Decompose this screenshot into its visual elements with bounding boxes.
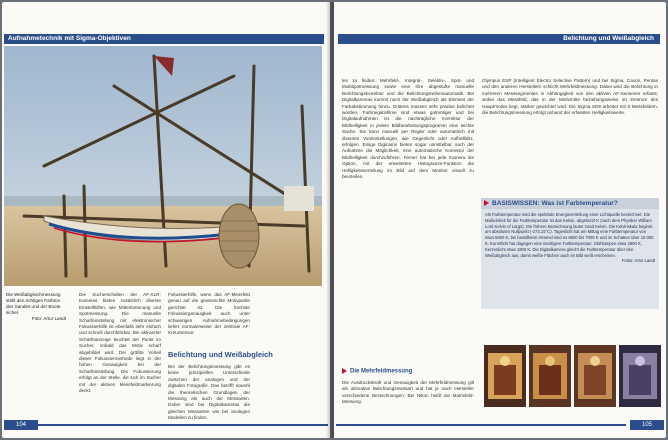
box-credit: Fotos: Artur Landt (621, 258, 655, 264)
page-number-left: 104 (4, 420, 38, 430)
right-column-1b: Die Ausdruckskraft und Genauigkeit der Mehrfeldmessung gilt als ultimative Belichtungsmessart und hat je nach Hersteller verschiedene Bezeichnungen: Bei Nikon heißt sie Matrixfeld-Messung. (342, 380, 474, 405)
left-page (2, 2, 330, 438)
right-page (334, 2, 666, 438)
page-number-right: 105 (630, 420, 664, 430)
boat-photo (4, 46, 322, 286)
triangle-bullet-icon (484, 200, 489, 206)
info-box-title: BASISWISSEN: Was ist Farbtemperatur? (481, 198, 659, 209)
footer-rule (38, 424, 328, 426)
left-column-2b: Bei der Belichtungsmessung gibt es keine prinzipiellen Unterschiede zwischen der analogen und der digitalen Fotografie. Das betrifft sowohl die theoretischen Grundlagen der Messung als auch die Messarten. Daher sind bei Digitalkameras die gleichen Messarten wie bei analogen Modellen zu finden. (168, 364, 250, 421)
temple-photo (574, 345, 616, 407)
right-running-header: Belichtung und Weißabgleich (338, 34, 660, 44)
color-temperature-photos (484, 345, 660, 407)
right-column-1: les zu finden: Mehrfeld-, Integral-, Selektiv-, Spot- und Multispotmessung sowie eine Ihre abgestufte manuelle Belichtungskorrektur und die Belichtungsreihenautomatik. Bei Digitalkameras kommt noch der Weißabgleich als Element der Farbabstimmung hinzu. Drittens müssen sehr präzise belichtet werden, Farbnegativfilme sind etwas gutmütiger und bei Digitalaufnahmen ist die nachträgliche Korrektur der Bildhelligkeit in jedem Bildbearbeitungsprogramm eine leichte Sache. Sie kann manuell per Regler oder automatisch mit diversen Voreinstellungen, wie Gegenlicht oder Aufhellblitz, erfolgen. Einige Digicams bieten sogar unmittelbar nach der Aufnahme die Möglichkeit, eine automatische Korrektur der Bildhelligkeit durchzuführen. Ferner hat bei jede Kamera die Option, mit der erweiterten Histogramm-Funktion die Helligkeitsverteilung im Bild auf dem Monitor visuell zu beurteilen. (342, 78, 474, 180)
temple-photo (619, 345, 661, 407)
right-column-2: Olympus ESP (Intelligent Electro Selective Pattern) und bei Sigma, Canon, Pentax und den anderen Herstellern schlicht Mehrfeldmessung. Dabei wird die Belichtung in mehreren Messsegmenten in Abhängigkeit von den aktiven AF-Sensoren erfasst, wobei das Messfeld, das in der Motivmitte beziehungsweise im Zentrum des Hauptmotivs liegt, stärker gewichtet wird. Die Sigma SD9 arbeitet mit 8 Messfeldern, die Belichtungsmessung erfolgt anhand der erfassten Helligkeitswerte. (482, 78, 658, 116)
temple-photo (529, 345, 571, 407)
triangle-bullet-icon (342, 368, 347, 374)
subheading: Die Mehrfeldmessung (342, 368, 412, 375)
section-heading: Belichtung und Weißabgleich (168, 350, 273, 359)
left-column-1: Die Sucherschalten der AF-SLR-Kameras bieten zusätzlich diverse Einstellhilfen, wie Mittenbetonung und Spotmessung. Die manuelle Scharfeinstellung mit elektronischer Fokussierhilfe ist ebenfalls sehr einfach und schnell durchführbar. Bei aktivierter Schärfeanzeige leuchtet der Punkt im Sucher, sobald das Motiv scharf abgebildet wird. Der größte Vorteil dieser Fokussiermethode liegt in der hohen Genauigkeit bei der Scharfeinstellung. Die Fokussierung erfolgt an der Stelle, die sich im Sucher mit der aktiven Messfeldmarkierung deckt. (79, 292, 161, 394)
photo-credit: Foto: Artur Landt (31, 316, 66, 321)
left-running-header: Aufnahmetechnik mit Sigma-Objektiven (4, 34, 324, 44)
left-column-2: Fokussierhilfe, wenn das AF-Messfeld genau auf die gewünschte Motivpartie gerichtet ist. Die höchste Fokussiergenauigkeit auch unter schwierigen Aufnahmebedingungen liefert normalerweise der zentrale AF-Kreuzsensor. (168, 292, 250, 336)
photo-caption: Die Weißabgleichmessung stellt den richtigen Farbton des Sandes und der Boote sicher. Foto: Artur Landt (6, 292, 66, 321)
temple-photo (484, 345, 526, 407)
footer-rule (336, 424, 626, 426)
info-box-text: Als Farbtemperatur wird die spektrale Energieverteilung einer Lichtquelle bezeichnet. Die Maßeinheit für die Farbtemperatur ist das Kelvin, abgekürzt K (nach dem Physiker William Lord Kelvin of Largs). Die frühere Bezeichnung lautet Grad Kelvin. Die Kelvinskala beginnt am absoluten Nullpunkt (-273,15°C). Tageslicht hat am Mittag eine Farbtemperatur von etwa 5500 K, bei bewölktem Himmel sind es 6500 bis 7000 K und im Schatten über 10.000 K. Kunstlicht hat dagegen eine niedrigere Farbtemperatur, Glühlampen etwa 2800 K, Kerzenlicht etwa 1800 K. Die Digitalkamera gleicht die Farbtemperatur über den Weißabgleich aus, damit weiße Flächen auch im Bild weiß erscheinen. Fotos: Artur Landt (485, 212, 655, 264)
